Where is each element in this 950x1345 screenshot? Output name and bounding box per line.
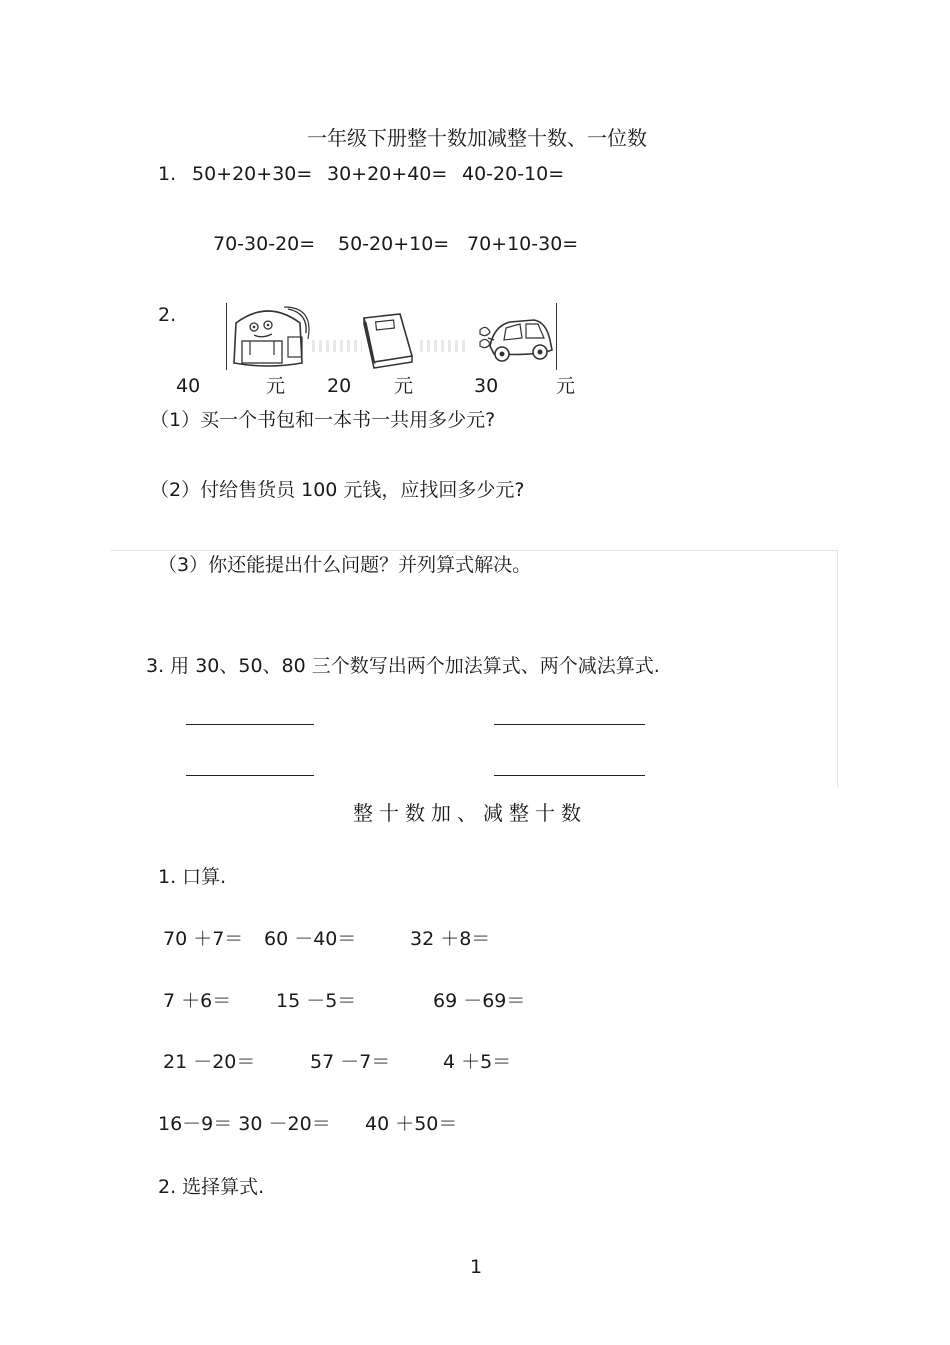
q1-expr: 50+20+30= [192, 163, 313, 185]
q2-subquestion: （3）你还能提出什么问题？并列算式解决。 [158, 554, 532, 576]
book-icon [360, 312, 416, 370]
answer-blank [186, 724, 314, 725]
mental-math-expr: 70 ＋7＝ [163, 928, 244, 950]
q2-subquestion: （1）买一个书包和一本书一共用多少元? [150, 409, 496, 431]
q1-expr: 50-20+10= [338, 233, 450, 255]
divider [837, 550, 838, 788]
price-unit: 元 [394, 375, 414, 397]
mental-math-expr: 32 ＋8＝ [410, 928, 491, 950]
price-unit: 元 [556, 375, 576, 397]
answer-blank [186, 775, 314, 776]
answer-blank [494, 775, 645, 776]
backpack-icon [228, 303, 310, 369]
q1-expr: 40-20-10= [462, 163, 565, 185]
q1-expr: 30+20+40= [327, 163, 448, 185]
divider [110, 550, 838, 551]
mental-math-expr: 40 ＋50＝ [365, 1113, 458, 1135]
mental-math-expr: 57 －7＝ [310, 1051, 391, 1073]
price-unit: 元 [266, 375, 286, 397]
q1-expr: 70-30-20= [213, 233, 316, 255]
page-title: 一年级下册整十数加减整十数、一位数 [307, 126, 647, 150]
faint-background-scribble [312, 340, 362, 352]
price-car: 30 [474, 375, 499, 397]
q2-subquestion: （2）付给售货员 100 元钱，应找回多少元? [150, 479, 525, 501]
faint-background-scribble [420, 340, 468, 352]
mental-math-expr: 16－9＝ 30 －20＝ [158, 1113, 331, 1135]
mental-math-expr: 21 －20＝ [163, 1051, 256, 1073]
picture-frame-left [226, 303, 227, 370]
section2-q1-label: 1. 口算. [158, 866, 227, 888]
mental-math-expr: 15 －5＝ [276, 990, 357, 1012]
q1-expr: 70+10-30= [467, 233, 579, 255]
picture-frame-right [556, 303, 557, 370]
mental-math-expr: 60 －40＝ [264, 928, 357, 950]
price-backpack: 40 [176, 375, 201, 397]
q1-number: 1. [158, 163, 177, 185]
answer-blank [494, 724, 645, 725]
page-number: 1 [470, 1256, 483, 1278]
mental-math-expr: 69 －69＝ [433, 990, 526, 1012]
mental-math-expr: 4 ＋5＝ [443, 1051, 512, 1073]
q3-text: 3. 用 30、50、80 三个数写出两个加法算式、两个减法算式. [146, 655, 660, 677]
mental-math-expr: 7 ＋6＝ [163, 990, 232, 1012]
q2-number: 2. [158, 304, 177, 326]
price-book: 20 [327, 375, 352, 397]
toy-car-icon [476, 310, 556, 366]
section2-q2-label: 2. 选择算式. [158, 1176, 265, 1198]
section-title: 整十数加、减整十数 [353, 801, 587, 825]
